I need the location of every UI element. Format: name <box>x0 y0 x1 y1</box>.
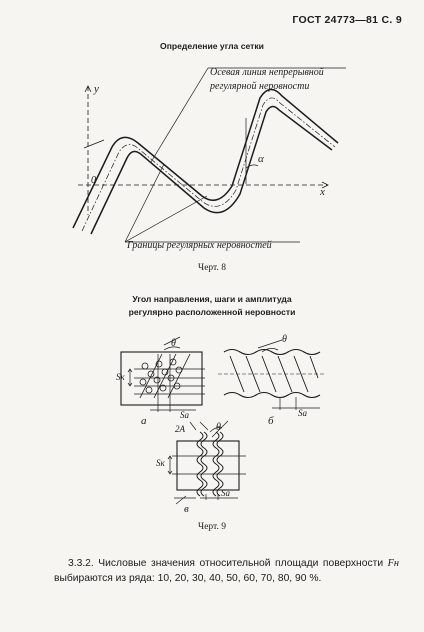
figure-8-axis-label-1: Осевая линия непрерывной <box>210 67 324 78</box>
figure-9-caption: Черт. 9 <box>198 522 226 532</box>
figure-8-angle-label: α <box>258 153 264 165</box>
paragraph-3-3-2 <box>54 556 399 586</box>
figure-9v-letter: в <box>184 503 189 515</box>
figure-9a-letter: а <box>141 415 147 427</box>
figure-9a-pattern <box>121 337 205 412</box>
figure-9v-2a: 2A <box>175 424 185 434</box>
figure-9-drawing <box>0 330 424 530</box>
figure-8-y-label: y <box>94 83 99 95</box>
figure-8-caption: Черт. 8 <box>198 263 226 273</box>
page-header: ГОСТ 24773—81 С. 9 <box>292 14 402 26</box>
figure-8-axis-label-2: регулярной неровности <box>210 81 310 92</box>
paragraph-symbol: Fн <box>387 558 399 569</box>
figure-8-drawing <box>0 0 424 260</box>
figure-9b-letter: б <box>268 415 274 427</box>
figure-8-wave <box>73 89 338 234</box>
figure-9a-sa: Sа <box>180 410 189 420</box>
paragraph-text-1: Числовые значения относительной площади поверхности <box>98 558 384 569</box>
figure-9a-sk: Sк <box>116 372 125 382</box>
figure-9b-cylinder <box>218 340 326 410</box>
figure-9v-theta: θ <box>216 422 221 433</box>
figure-8-title: Определение угла сетки <box>160 41 264 51</box>
paragraph-text-2: выбираются из ряда: 10, 20, 30, 40, 50, 60, 70, 80, 90 %. <box>54 573 322 584</box>
figure-9v-sa: Sа <box>221 488 230 498</box>
figure-8-axes <box>78 86 328 215</box>
figure-9-title-line-1: Угол направления, шаги и амплитуда <box>132 294 292 304</box>
figure-8-leaders <box>125 68 346 242</box>
figure-9b-theta: θ <box>282 334 287 345</box>
figure-8-bounds-label: Границы регулярных неровностей <box>127 240 272 251</box>
figure-8-x-label: x <box>320 186 325 198</box>
figure-9b-sa: Sа <box>298 408 307 418</box>
figure-9v-sk: Sк <box>156 458 165 468</box>
figure-9a-theta: θ <box>171 338 176 349</box>
figure-8-origin-label: 0 <box>91 175 96 186</box>
paragraph-number: 3.3.2. <box>68 558 94 569</box>
figure-9-title-line-2: регулярно расположенной неровности <box>128 307 296 317</box>
